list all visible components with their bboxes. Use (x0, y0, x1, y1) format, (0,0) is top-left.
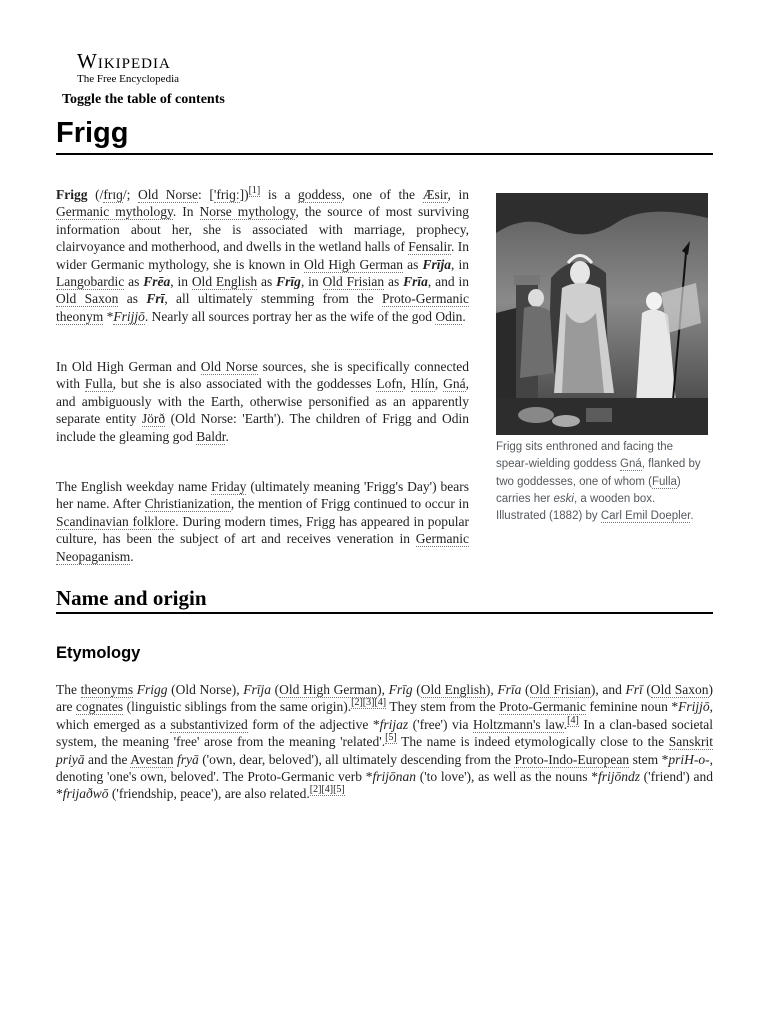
wiki-link[interactable]: Fulla (651, 475, 677, 488)
text-run: Frīa (403, 274, 428, 290)
text-run: . Nearly all sources portray her as the wife of the god (144, 308, 436, 324)
text-run: and the (84, 751, 131, 767)
wiki-link[interactable]: Old English (191, 274, 258, 290)
text-run: The (56, 682, 81, 697)
text-run: The name is indeed etymologically close to the (396, 734, 669, 750)
wiki-link[interactable]: Friday (211, 479, 247, 494)
text-run: stem * (629, 751, 669, 767)
toggle-toc-button[interactable]: Toggle the table of contents (62, 92, 225, 107)
page-title: Frigg (56, 117, 129, 149)
text-run: ( (521, 682, 530, 697)
text-run: (/ (87, 187, 104, 202)
text-run: Frīa (497, 682, 522, 697)
text-run: priH-o- (668, 751, 710, 767)
wiki-link[interactable]: 'friɡː (213, 187, 240, 202)
logo-wordmark[interactable]: Wikipedia (77, 49, 171, 73)
figure-caption (496, 439, 708, 525)
text-run: . In wider Germanic mythology, she is known in (56, 239, 469, 272)
wiki-link[interactable]: substantivized (170, 716, 248, 732)
wiki-link[interactable]: Langobardic (56, 274, 125, 290)
text-run: fryā (176, 751, 199, 767)
text-run: , and in (427, 274, 470, 290)
wiki-link[interactable]: Proto-Germanic (382, 291, 470, 307)
wiki-link[interactable]: Old High German (279, 682, 378, 697)
text-run: form of the adjective * (247, 716, 380, 732)
text-run: Frīg (276, 274, 301, 290)
text-run: , (434, 376, 444, 392)
infobox-figure (496, 193, 708, 525)
wiki-link[interactable]: Proto-Indo-European (514, 751, 630, 767)
text-run: . (225, 428, 229, 444)
wiki-link[interactable]: Old English (420, 682, 486, 697)
text-run: /; (122, 187, 138, 202)
text-run: feminine noun * (586, 699, 679, 715)
text-run: ('own, dear, beloved'), all ultimately descending from the (198, 751, 515, 767)
text-run: ) are (56, 682, 713, 715)
text-run: , in (300, 274, 323, 290)
text-run: . (563, 716, 568, 732)
wiki-link[interactable]: theonym (56, 308, 104, 324)
wiki-link[interactable]: Proto-Germanic (499, 699, 587, 715)
citation-link[interactable]: [1] (248, 185, 261, 196)
text-run: , one of the (341, 187, 423, 202)
wiki-link[interactable]: Fulla (84, 376, 113, 392)
wiki-link[interactable]: Old Frisian (322, 274, 385, 290)
text-run: . In (172, 204, 200, 220)
intro-paragraph-2 (56, 358, 469, 445)
text-run: . During modern times, Frigg has appeared in popular culture, has been the subject of art and receives veneration in (56, 513, 469, 547)
text-run: is a (260, 187, 299, 202)
text-run: ('friendship, peace'), are also related. (108, 786, 310, 802)
wiki-link[interactable]: cognates (75, 699, 124, 715)
text-run: , the mention of Frigg continued to occur in (230, 496, 469, 512)
text-run: as (403, 256, 423, 272)
text-run: , flanked by two goddesses, one of whom ( (496, 458, 701, 488)
citation-link[interactable]: [5] (385, 732, 397, 744)
text-run: , and ambiguously with the Earth, otherwise personified as an apparently separate entity (56, 376, 469, 427)
text-run: frijaz (379, 716, 409, 732)
wiki-link[interactable]: Christianization (144, 496, 231, 512)
text-run: Frī (625, 682, 643, 697)
wiki-link[interactable]: Norse mythology (199, 204, 296, 220)
text-run: , which emerged as a (56, 699, 713, 732)
intro-paragraph-3 (56, 478, 469, 565)
text-run: as (124, 274, 144, 290)
text-run: , in (451, 256, 469, 272)
text-run: ), (377, 682, 389, 697)
text-run: , a wooden box. Illustrated (1882) by (496, 492, 656, 523)
text-run: The English weekday name (56, 479, 212, 494)
wiki-link[interactable]: goddess (298, 187, 342, 202)
text-run: Frīja (422, 256, 451, 272)
text-run: They stem from the (386, 699, 500, 715)
wiki-link[interactable]: Gná (620, 458, 642, 471)
wiki-link[interactable]: Hlín (410, 376, 435, 392)
etymology-paragraph (56, 681, 713, 803)
section-heading-name-origin: Name and origin (56, 586, 207, 610)
wiki-link[interactable]: Scandinavian folklore (56, 513, 176, 529)
wiki-link[interactable]: Carl Emil Doepler (600, 510, 691, 523)
text-run: ('to love'), as well as the nouns * (416, 769, 598, 785)
text-run: , in (170, 274, 192, 290)
wiki-link[interactable]: Old Saxon (650, 682, 709, 697)
wiki-link[interactable]: Old Frisian (529, 682, 591, 697)
text-run: , the source of most surviving information about her, she is associated with marriage, prophecy, clairvoyance and motherhood, and dwells in the wetland halls of (56, 204, 469, 255)
title-divider (56, 153, 713, 155)
wiki-link[interactable]: Sanskrit (668, 734, 713, 750)
section-divider (56, 612, 713, 614)
text-run: ), and (590, 682, 626, 697)
text-run: ( (270, 682, 280, 697)
text-run: ('free') via (408, 716, 473, 732)
wiki-link[interactable]: Frijjō (113, 308, 145, 324)
text-run: (Old Norse: 'Earth'). The children of Frigg and Odin include the gleaming god (56, 411, 469, 444)
text-run: Frigg sits enthroned and facing the spear-wielding goddess (496, 441, 674, 471)
text-run: . (690, 510, 694, 523)
text-run: Frēa (143, 274, 171, 290)
logo-tagline: The Free Encyclopedia (77, 73, 180, 85)
text-run: . (130, 548, 134, 564)
text-run: ), (485, 682, 498, 697)
text-run: priyā (56, 751, 85, 767)
text-run: Frīg (388, 682, 413, 697)
text-run: In a clan-based societal system, the meaning 'free' arose from the meaning 'related'. (56, 716, 714, 750)
text-run: (ultimately meaning 'Frigg's Day') bears her name. After (56, 479, 469, 512)
wiki-link[interactable]: Old Saxon (56, 291, 119, 307)
text-run: Frigg (56, 187, 88, 202)
wiki-link[interactable]: Holtzmann's law (472, 716, 564, 732)
text-run: Frī (146, 291, 165, 307)
text-run: frijaðwō (62, 786, 109, 802)
text-run: as (257, 274, 277, 290)
text-run: ( (412, 682, 421, 697)
wiki-link[interactable]: Æsir (422, 187, 448, 202)
wiki-link[interactable]: Old High German (304, 256, 403, 272)
text-run: , but she is also associated with the goddesses (112, 376, 377, 392)
intro-paragraph-1 (56, 186, 469, 325)
wiki-link[interactable]: Odin (435, 308, 463, 324)
subsection-heading-etymology: Etymology (56, 644, 141, 662)
text-run: ('friend') and * (56, 769, 713, 802)
wiki-link[interactable]: Avestan (130, 751, 174, 767)
wiki-link[interactable]: Old Norse (200, 359, 258, 374)
wiki-link[interactable]: Gná (443, 376, 466, 392)
text-run: ) carries her (496, 475, 681, 505)
text-run: sources, she is specifically connected with (56, 359, 469, 392)
text-run: as (118, 291, 147, 307)
text-run: Frigg (136, 682, 168, 697)
wiki-link[interactable]: Fensalir (408, 239, 451, 255)
wiki-link[interactable]: Lofn (376, 376, 403, 392)
wiki-link[interactable]: theonyms (80, 682, 134, 697)
wiki-link[interactable]: Germanic mythology (56, 204, 173, 220)
text-run: frijōnan (372, 769, 417, 785)
text-run: ( (642, 682, 651, 697)
text-run: : [ (198, 187, 214, 202)
text-run: Frijjō (678, 699, 710, 715)
citation-link[interactable]: [2][4][5] (309, 784, 345, 796)
text-run: , in (447, 187, 469, 202)
wiki-link[interactable]: frɪɡ (103, 187, 123, 202)
wiki-link[interactable]: Old Norse (137, 187, 199, 202)
text-run: . (462, 308, 466, 324)
text-run: ]) (239, 187, 249, 202)
text-run: , all ultimately stemming from the (164, 291, 383, 307)
frigg-illustration-image[interactable] (496, 193, 708, 435)
text-run: * (103, 308, 114, 324)
text-run: (linguistic siblings from the same origin). (123, 699, 352, 715)
citation-link[interactable]: [4] (567, 714, 579, 726)
citation-link[interactable]: [2][3][4] (351, 697, 387, 709)
wikipedia-logo[interactable] (77, 50, 179, 86)
text-run: Frīja (243, 682, 271, 697)
text-run: In Old High German and (56, 359, 201, 374)
wiki-link[interactable]: Baldr (196, 428, 226, 444)
wiki-link[interactable]: Jörð (141, 411, 166, 427)
text-run: frijōndz (597, 769, 640, 785)
text-run: , (402, 376, 411, 392)
text-run: eski (553, 492, 574, 505)
text-run: as (384, 274, 404, 290)
wiki-link[interactable]: Germanic Neopaganism (56, 531, 469, 564)
text-run: , denoting 'one's own, beloved'. The Proto-Germanic verb * (56, 751, 714, 785)
text-run: (Old Norse), (167, 682, 244, 697)
